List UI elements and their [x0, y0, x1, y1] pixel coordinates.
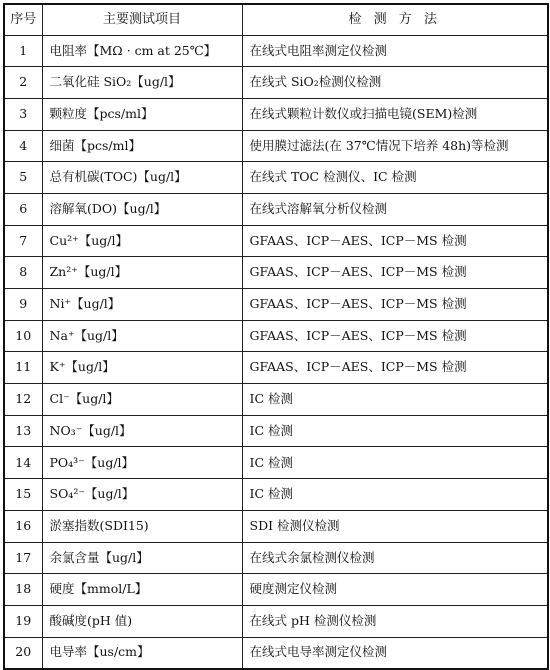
row-index: 20	[4, 637, 42, 669]
row-item: Ni⁺【ug/l】	[42, 289, 242, 321]
table-row	[4, 415, 548, 447]
row-item: 溶解氧(DO)【ug/l】	[42, 193, 242, 225]
row-index: 17	[4, 542, 42, 574]
row-method: 在线式电阻率测定仪检测	[242, 35, 548, 67]
row-index: 18	[4, 574, 42, 606]
row-item: 总有机碳(TOC)【ug/l】	[42, 162, 242, 194]
header-item: 主要测试项目	[42, 4, 242, 35]
row-item: Na⁺【ug/l】	[42, 320, 242, 352]
row-method: 在线式 pH 检测仪检测	[242, 605, 548, 637]
row-method: 使用膜过滤法(在 37℃情况下培养 48h)等检测	[242, 130, 548, 162]
table-row	[4, 542, 548, 574]
row-item: 电导率【us/cm】	[42, 637, 242, 669]
table-row	[4, 352, 548, 384]
table-row	[4, 637, 548, 669]
row-item: 余氯含量【ug/l】	[42, 542, 242, 574]
row-index: 15	[4, 479, 42, 511]
test-items-table	[3, 3, 549, 670]
row-index: 10	[4, 320, 42, 352]
table-row	[4, 447, 548, 479]
row-method: IC 检测	[242, 479, 548, 511]
row-index: 13	[4, 415, 42, 447]
row-method: SDI 检测仪检测	[242, 510, 548, 542]
table-row	[4, 193, 548, 225]
table-row	[4, 510, 548, 542]
row-item: Cu²⁺【ug/l】	[42, 225, 242, 257]
row-method: IC 检测	[242, 415, 548, 447]
table-row	[4, 479, 548, 511]
row-method: GFAAS、ICP－AES、ICP－MS 检测	[242, 257, 548, 289]
row-item: 淤塞指数(SDI15)	[42, 510, 242, 542]
row-item: 硬度【mmol/L】	[42, 574, 242, 606]
row-method: GFAAS、ICP－AES、ICP－MS 检测	[242, 225, 548, 257]
table-row	[4, 98, 548, 130]
row-method: IC 检测	[242, 384, 548, 416]
row-index: 6	[4, 193, 42, 225]
row-index: 11	[4, 352, 42, 384]
row-index: 16	[4, 510, 42, 542]
row-method: 在线式颗粒计数仪或扫描电镜(SEM)检测	[242, 98, 548, 130]
table-body	[4, 35, 548, 669]
row-method: GFAAS、ICP－AES、ICP－MS 检测	[242, 352, 548, 384]
table-row	[4, 162, 548, 194]
row-index: 5	[4, 162, 42, 194]
row-item: SO₄²⁻【ug/l】	[42, 479, 242, 511]
row-item: 细菌【pcs/ml】	[42, 130, 242, 162]
row-index: 2	[4, 67, 42, 99]
row-index: 1	[4, 35, 42, 67]
row-item: 酸碱度(pH 值)	[42, 605, 242, 637]
header-row	[4, 4, 548, 35]
row-index: 3	[4, 98, 42, 130]
row-method: GFAAS、ICP－AES、ICP－MS 检测	[242, 289, 548, 321]
table-row	[4, 320, 548, 352]
table-row	[4, 574, 548, 606]
row-item: K⁺【ug/l】	[42, 352, 242, 384]
row-method: IC 检测	[242, 447, 548, 479]
row-index: 14	[4, 447, 42, 479]
row-item: PO₄³⁻【ug/l】	[42, 447, 242, 479]
row-item: Cl⁻【ug/l】	[42, 384, 242, 416]
row-index: 8	[4, 257, 42, 289]
row-item: Zn²⁺【ug/l】	[42, 257, 242, 289]
table-row	[4, 225, 548, 257]
row-method: 在线式 TOC 检测仪、IC 检测	[242, 162, 548, 194]
row-index: 4	[4, 130, 42, 162]
table-row	[4, 67, 548, 99]
row-method: 硬度测定仪检测	[242, 574, 548, 606]
row-index: 7	[4, 225, 42, 257]
row-item: 电阻率【MΩ · cm at 25℃】	[42, 35, 242, 67]
row-item: 二氧化硅 SiO₂【ug/l】	[42, 67, 242, 99]
table-row	[4, 130, 548, 162]
row-index: 12	[4, 384, 42, 416]
table-row	[4, 35, 548, 67]
row-index: 9	[4, 289, 42, 321]
row-item: 颗粒度【pcs/ml】	[42, 98, 242, 130]
row-method: 在线式余氯检测仪检测	[242, 542, 548, 574]
row-method: 在线式 SiO₂检测仪检测	[242, 67, 548, 99]
header-method: 检 测 方 法	[242, 4, 548, 35]
row-method: 在线式电导率测定仪检测	[242, 637, 548, 669]
row-method: GFAAS、ICP－AES、ICP－MS 检测	[242, 320, 548, 352]
header-index: 序号	[4, 4, 42, 35]
row-index: 19	[4, 605, 42, 637]
table-row	[4, 384, 548, 416]
row-item: NO₃⁻【ug/l】	[42, 415, 242, 447]
table-row	[4, 289, 548, 321]
table-row	[4, 257, 548, 289]
table-row	[4, 605, 548, 637]
row-method: 在线式溶解氧分析仪检测	[242, 193, 548, 225]
